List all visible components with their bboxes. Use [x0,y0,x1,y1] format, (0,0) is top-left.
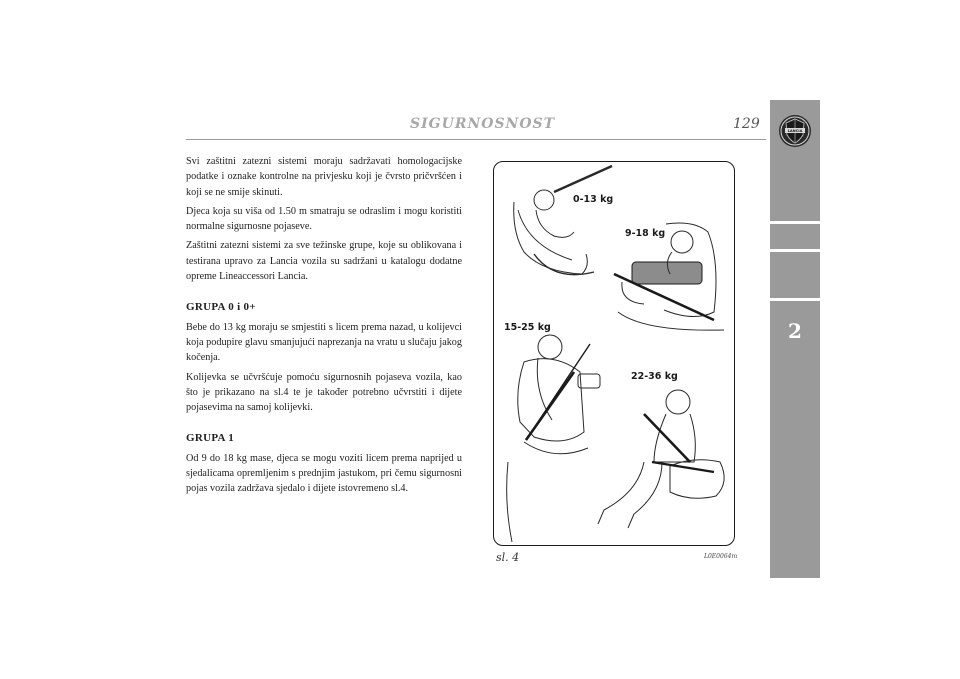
svg-text:LANCIA: LANCIA [787,129,803,134]
header-rule [186,139,766,140]
section-title: SIGURNOSNOST [410,116,556,132]
figure-code: L0E0064m [704,553,738,560]
weight-label: 9-18 kg [625,228,666,239]
child-seat-illustration [494,162,734,545]
sidebar-divider [770,298,820,301]
lancia-shield-icon [778,114,812,148]
weight-label: 0-13 kg [573,194,614,205]
sidebar-divider [770,221,820,224]
page-number: 129 [733,116,760,132]
sidebar-divider [770,249,820,252]
paragraph: Bebe do 13 kg moraju se smjestiti s licem prema nazad, u kolijevci koja podupire glavu smanjujući naprezanja na vratu u slučaju jakog kočenja. [186,321,462,364]
paragraph: Kolijevka se učvršćuje pomoću sigurnosnih pojaseva vozila, kao što je prikazano na sl.4 te je također potrebno učvrstiti i dijete pojasevima na samoj kolijevki. [186,371,462,414]
weight-label: 22-36 kg [631,371,678,382]
paragraph: Zaštitni zatezni sistemi za sve težinske grupe, koje su oblikovana i testirana upravo za Lancia vozila su sadržani u katalogu dodatne opreme Lineaccessori Lancia. [186,240,462,283]
figure-child-seats [493,161,735,546]
paragraph: Djeca koja su viša od 1.50 m smatraju se odraslim i mogu koristiti normalne sigurnosne pojaseve. [186,205,462,233]
paragraph: Od 9 do 18 kg mase, djeca se mogu voziti licem prema naprijed u sjedalicama opremljenim s prednjim jastukom, pri čemu sigurnosni pojas vozila zadržava sjedalo i dijete istovremeno sl.4. [186,452,462,495]
body-text [186,154,462,501]
paragraph: Svi zaštitni zatezni sistemi moraju sadržavati homologacijske podatke i oznake kontrolne na privjesku koji je čvrsto pričvršćen i koji se ne smije skinuti. [186,156,462,198]
weight-label: 15-25 kg [504,322,551,333]
group-1-heading: GRUPA 1 [186,432,235,445]
chapter-number: 2 [788,319,802,343]
chapter-sidebar [770,100,820,578]
figure-caption: sl. 4 [496,551,520,564]
group-0-heading: GRUPA 0 i 0+ [186,301,256,314]
